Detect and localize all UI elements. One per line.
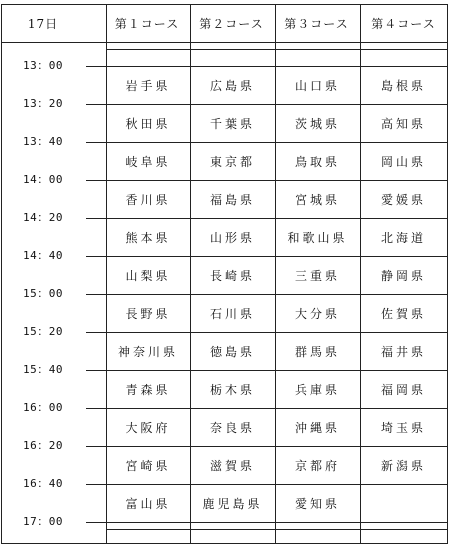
course-gap-line xyxy=(106,529,447,530)
schedule-cell: 宮城県 xyxy=(294,192,340,207)
schedule-table xyxy=(1,4,448,544)
schedule-cell: 広島県 xyxy=(209,78,255,93)
time-label: 16：00 xyxy=(23,401,63,414)
schedule-cell: 新潟県 xyxy=(380,458,426,473)
time-label: 13：20 xyxy=(23,97,63,110)
header-course-1: 第１コース xyxy=(114,17,180,31)
time-label: 14：20 xyxy=(23,211,63,224)
schedule-cell: 佐賀県 xyxy=(380,306,426,321)
schedule-cell: 大分県 xyxy=(294,306,340,321)
schedule-cell: 宮崎県 xyxy=(125,458,171,473)
schedule-cell: 福岡県 xyxy=(380,382,426,397)
schedule-cell: 島根県 xyxy=(380,78,426,93)
schedule-cell: 高知県 xyxy=(380,116,426,131)
schedule-cell: 秋田県 xyxy=(125,116,171,131)
header-day: 17日 xyxy=(27,17,59,31)
schedule-cell: 長野県 xyxy=(125,306,171,321)
course-gap-line xyxy=(106,49,447,50)
schedule-cell: 大阪府 xyxy=(125,420,171,435)
schedule-cell: 群馬県 xyxy=(294,344,340,359)
schedule-cell: 愛知県 xyxy=(294,496,340,511)
time-label: 15：20 xyxy=(23,325,63,338)
schedule-cell: 三重県 xyxy=(294,268,340,283)
schedule-cell: 福島県 xyxy=(209,192,255,207)
schedule-cell: 山形県 xyxy=(209,230,255,245)
schedule-cell: 神奈川県 xyxy=(117,344,178,359)
schedule-cell: 富山県 xyxy=(125,496,171,511)
schedule-cell: 北海道 xyxy=(380,230,426,245)
schedule-cell: 熊本県 xyxy=(125,230,171,245)
time-label: 17：00 xyxy=(23,515,63,528)
schedule-cell: 栃木県 xyxy=(209,382,255,397)
schedule-cell: 茨城県 xyxy=(294,116,340,131)
schedule-cell: 徳島県 xyxy=(209,344,255,359)
time-label: 13：40 xyxy=(23,135,63,148)
header-course-2: 第２コース xyxy=(199,17,264,31)
schedule-cell: 兵庫県 xyxy=(294,382,340,397)
schedule-cell: 滋賀県 xyxy=(209,458,255,473)
schedule-cell: 青森県 xyxy=(125,382,171,397)
schedule-cell: 岩手県 xyxy=(125,78,171,93)
time-label: 16：40 xyxy=(23,477,63,490)
schedule-cell: 山口県 xyxy=(294,78,340,93)
time-label: 16：20 xyxy=(23,439,63,452)
time-label: 14：40 xyxy=(23,249,63,262)
schedule-cell: 和歌山県 xyxy=(287,230,348,245)
time-line xyxy=(86,522,447,523)
schedule-cell: 鳥取県 xyxy=(294,154,340,169)
schedule-cell: 奈良県 xyxy=(209,420,255,435)
schedule-cell: 京都府 xyxy=(294,458,340,473)
schedule-cell: 静岡県 xyxy=(380,268,426,283)
time-label: 15：40 xyxy=(23,363,63,376)
schedule-cell: 東京都 xyxy=(209,154,255,169)
time-label: 15：00 xyxy=(23,287,63,300)
schedule-cell: 愛媛県 xyxy=(380,192,426,207)
schedule-cell: 福井県 xyxy=(380,344,426,359)
schedule-cell: 岐阜県 xyxy=(125,154,171,169)
schedule-cell: 千葉県 xyxy=(209,116,255,131)
header-divider xyxy=(2,42,447,43)
schedule-cell: 埼玉県 xyxy=(380,420,426,435)
schedule-cell: 山梨県 xyxy=(125,268,171,283)
schedule-cell: 鹿児島県 xyxy=(202,496,263,511)
schedule-cell: 石川県 xyxy=(209,306,255,321)
schedule-cell xyxy=(360,484,447,522)
header-course-4: 第４コース xyxy=(371,17,436,31)
header-course-3: 第３コース xyxy=(284,17,349,31)
schedule-cell: 沖縄県 xyxy=(294,420,340,435)
time-label: 14：00 xyxy=(23,173,63,186)
schedule-cell: 香川県 xyxy=(125,192,171,207)
schedule-cell: 岡山県 xyxy=(380,154,426,169)
time-label: 13：00 xyxy=(23,59,63,72)
schedule-cell: 長崎県 xyxy=(209,268,255,283)
